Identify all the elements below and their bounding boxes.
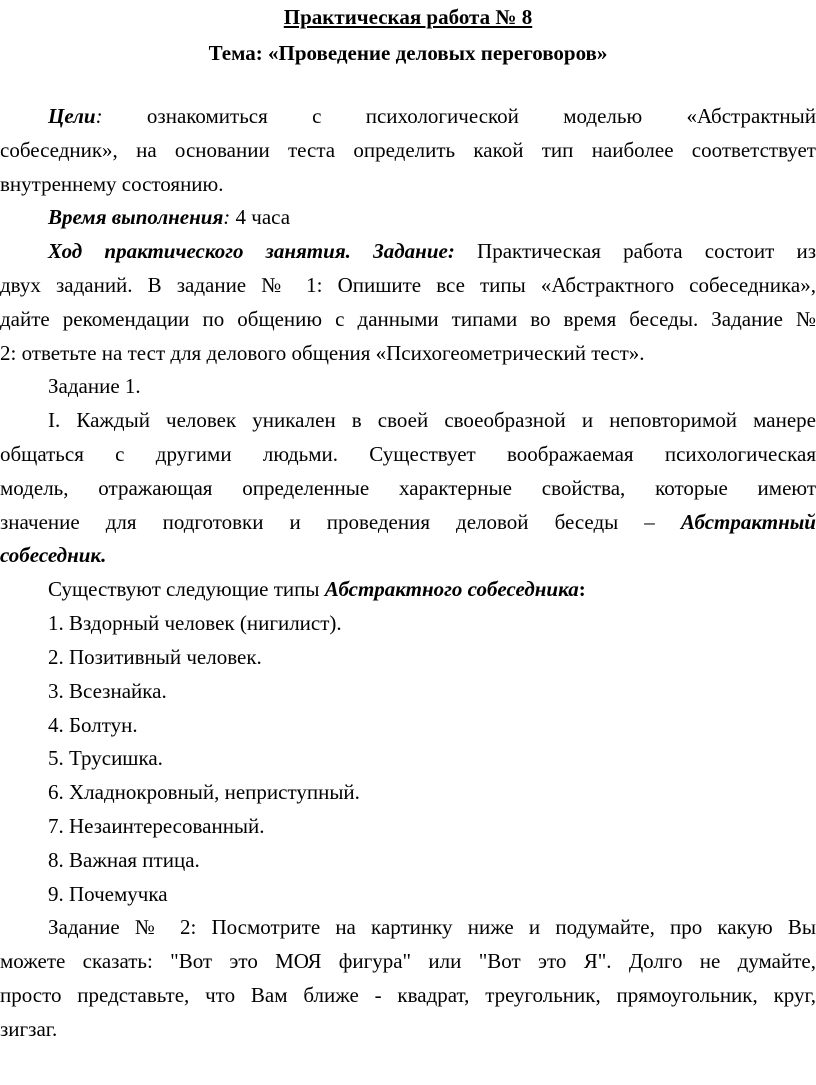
goals-colon: : (95, 104, 103, 128)
list-item: 3. Всезнайка. (48, 679, 167, 703)
types-intro (48, 576, 816, 602)
page-subtitle: Тема: «Проведение деловых переговоров» (208, 41, 608, 65)
course-label: Ход практического занятия. Задание: (48, 239, 455, 263)
types-intro-term: Абстрактного собеседника (324, 577, 579, 601)
types-intro-colon: : (578, 577, 586, 601)
goals-text-1: ознакомиться с психологической моделью «Абстрактный (146, 104, 816, 128)
task2-line-2: можете сказать: "Вот это МОЯ фигура" или "Вот это Я". Долго не думайте, (0, 949, 816, 973)
time-colon: : (223, 205, 231, 229)
time-line (48, 204, 816, 230)
task2-line-1: Задание № 2: Посмотрите на картинку ниже и подумайте, про какую Вы (48, 915, 816, 939)
section1-line-1: I. Каждый человек уникален в своей своеобразной и неповторимой манере (48, 408, 816, 432)
task2-line-3: просто представьте, что Вам ближе - квадрат, треугольник, прямоугольник, круг, (0, 983, 816, 1007)
list-item: 6. Хладнокровный, неприступный. (48, 780, 360, 804)
goals-line-1 (48, 103, 816, 129)
goals-line-3: внутреннему состоянию. (0, 172, 224, 196)
course-line-4: 2: ответьте на тест для делового общения «Психогеометрический тест». (0, 341, 645, 365)
course-line-3: дайте рекомендации по общению с данными типами во время беседы. Задание № (0, 307, 816, 331)
list-item: 2. Позитивный человек. (48, 645, 262, 669)
section1-term-2: собеседник. (0, 543, 107, 567)
section1-line-4 (0, 509, 816, 535)
course-text-1: Практическая работа состоит из (477, 239, 816, 263)
list-item: 7. Незаинтересованный. (48, 814, 265, 838)
section1-line-3: модель, отражающая определенные характерные свойства, которые имеют (0, 476, 816, 500)
course-line-1 (48, 238, 816, 264)
page-title: Практическая работа № 8 (283, 5, 533, 29)
list-item: 9. Почемучка (48, 882, 168, 906)
goals-line-2: собеседник», на основании теста определить какой тип наиболее соответствует (0, 138, 816, 162)
list-item: 4. Болтун. (48, 713, 138, 737)
section1-line-2: общаться с другими людьми. Существует воображаемая психологическая (0, 442, 816, 466)
task2-line-4: зигзаг. (0, 1017, 58, 1041)
course-line-2: двух заданий. В задание № 1: Опишите все типы «Абстрактного собеседника», (0, 273, 816, 297)
section1-term-1: Абстрактный (680, 510, 816, 534)
time-label: Время выполнения (48, 205, 224, 229)
task1-heading: Задание 1. (48, 374, 141, 398)
time-value: 4 часа (230, 205, 291, 229)
section1-text-4: значение для подготовки и проведения деловой беседы – (0, 510, 655, 534)
list-item: 1. Вздорный человек (нигилист). (48, 611, 342, 635)
list-item: 8. Важная птица. (48, 848, 200, 872)
list-item: 5. Трусишка. (48, 746, 163, 770)
goals-label: Цели (48, 104, 96, 128)
types-intro-text: Существуют следующие типы (48, 577, 325, 601)
